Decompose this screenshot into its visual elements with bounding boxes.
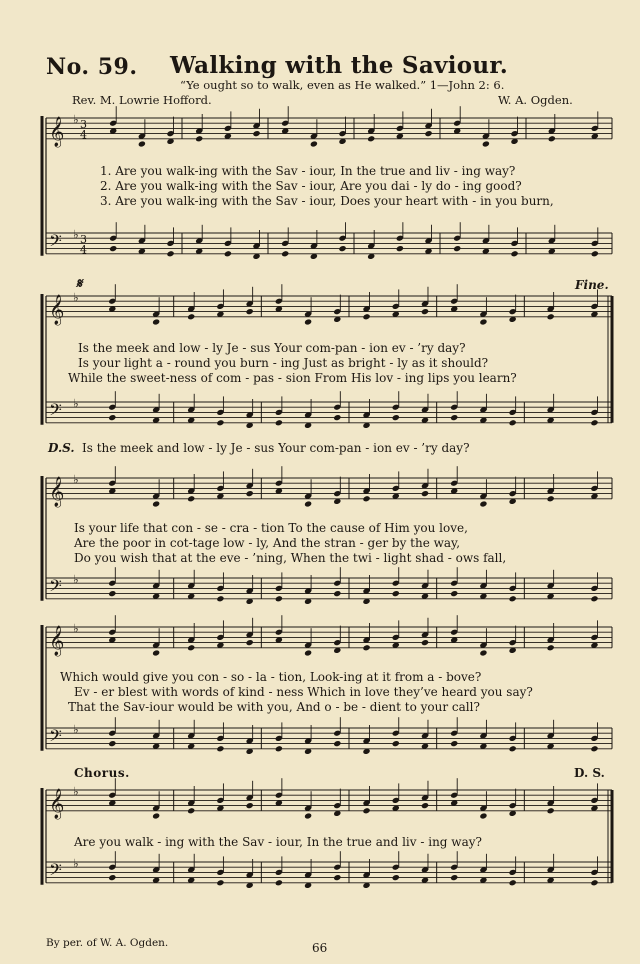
note-head: [108, 414, 116, 421]
note-head: [108, 740, 116, 747]
note-head: [453, 245, 461, 252]
note-head: [590, 879, 598, 886]
note-head: [152, 500, 160, 507]
note-head: [421, 490, 429, 497]
note-head: [275, 595, 283, 602]
note-head: [362, 313, 370, 320]
lyric-line: Do you wish that at the eve - ’ning, When the twi - light shad - ows fall,: [74, 551, 507, 565]
note-head: [547, 495, 555, 502]
flat-sign: ♭: [73, 396, 79, 411]
note-head: [392, 414, 400, 421]
time-signature: 4: [80, 243, 87, 257]
lyric-line: Are the poor in cot-tage low - ly, And the stran - ger by the way,: [74, 536, 461, 550]
note-head: [591, 250, 599, 257]
note-head: [246, 802, 254, 809]
note-head: [450, 590, 458, 597]
note-head: [333, 414, 341, 421]
note-head: [304, 649, 312, 656]
note-head: [152, 318, 160, 325]
note-head: [216, 879, 224, 886]
note-head: [590, 419, 598, 426]
lyric-line: Which would give you con - so - la - tion, Look-ing at it from a - bove?: [60, 670, 482, 684]
bass-clef: 𝄢: [49, 725, 62, 750]
note-head: [216, 419, 224, 426]
note-head: [421, 639, 429, 646]
note-head: [224, 250, 232, 257]
hymn-title: Walking with the Saviour.: [170, 52, 509, 79]
treble-clef: 𝄞: [49, 625, 65, 656]
lyric-line: Is your life that con - se - cra - tion To the cause of Him you love,: [74, 521, 468, 535]
note-head: [548, 135, 556, 142]
note-head: [590, 745, 598, 752]
lyric-line: Ev - er blest with words of kind - ness Which in love they’ve heard you say?: [74, 685, 533, 699]
treble-clef: 𝄞: [49, 788, 65, 819]
note-head: [482, 140, 490, 147]
ds-lyric-line: Is the meek and low - ly Je - sus Your com-pan - ion ev - ’ry day?: [82, 441, 470, 455]
lyricist-credit: Rev. M. Lowrie Hofford.: [72, 93, 212, 107]
flat-sign: ♭: [73, 472, 79, 487]
flat-sign: ♭: [73, 856, 79, 871]
treble-clef: 𝄞: [49, 476, 65, 507]
note-head: [509, 419, 517, 426]
note-head: [450, 740, 458, 747]
flat-sign: ♭: [73, 722, 79, 737]
note-head: [590, 595, 598, 602]
bass-clef: 𝄢: [49, 575, 62, 600]
chorus-heading: Chorus.: [74, 766, 130, 780]
flat-sign: ♭: [73, 572, 79, 587]
lyric-line: That the Sav-iour would be with you, And o - be - dient to your call?: [68, 700, 480, 714]
note-head: [275, 745, 283, 752]
note-head: [547, 313, 555, 320]
note-head: [396, 245, 404, 252]
note-head: [510, 250, 518, 257]
note-head: [547, 807, 555, 814]
note-head: [138, 140, 146, 147]
bass-clef: 𝄢: [49, 859, 62, 884]
note-head: [333, 874, 341, 881]
flat-sign: ♭: [73, 784, 79, 799]
time-signature: 3: [80, 232, 87, 246]
note-head: [304, 812, 312, 819]
note-head: [362, 644, 370, 651]
fine-marking: Fine.: [575, 278, 609, 292]
note-head: [275, 419, 283, 426]
note-head: [281, 250, 289, 257]
note-head: [333, 740, 341, 747]
ds-marking: D. S.: [574, 766, 605, 780]
flat-sign: ♭: [73, 227, 79, 242]
note-head: [109, 245, 117, 252]
note-head: [479, 812, 487, 819]
note-head: [246, 490, 254, 497]
lyric-line: 1. Are you walk-ing with the Sav - iour, In the true and liv - ing way?: [100, 164, 516, 178]
ds-line-label: D.S.: [48, 441, 75, 455]
flat-sign: ♭: [73, 290, 79, 305]
note-head: [187, 807, 195, 814]
scripture-reference: “Ye ought so to walk, even as He walked.” 1—John 2: 6.: [180, 78, 505, 92]
treble-clef: 𝄞: [49, 116, 65, 147]
note-head: [424, 130, 432, 137]
segno-sign: 𝄋: [76, 276, 83, 292]
note-head: [362, 495, 370, 502]
note-head: [304, 318, 312, 325]
note-head: [195, 135, 203, 142]
bass-clef: 𝄢: [49, 230, 62, 255]
note-head: [246, 308, 254, 315]
note-head: [108, 874, 116, 881]
note-head: [392, 740, 400, 747]
note-head: [216, 595, 224, 602]
note-head: [152, 649, 160, 656]
note-head: [367, 135, 375, 142]
note-head: [392, 874, 400, 881]
page-number: 66: [312, 941, 328, 955]
note-head: [450, 414, 458, 421]
note-head: [509, 879, 517, 886]
note-head: [547, 644, 555, 651]
note-head: [338, 245, 346, 252]
note-head: [187, 644, 195, 651]
hymn-number: No. 59.: [46, 54, 138, 80]
note-head: [421, 308, 429, 315]
lyric-line: 2. Are you walk-ing with the Sav - iour, Are you dai - ly do - ing good?: [100, 179, 522, 193]
note-head: [421, 802, 429, 809]
note-head: [479, 500, 487, 507]
note-head: [333, 590, 341, 597]
note-head: [252, 130, 260, 137]
lyric-line: While the sweet-ness of com - pas - sion From His lov - ing lips you learn?: [68, 371, 517, 385]
note-head: [304, 500, 312, 507]
note-head: [362, 807, 370, 814]
note-head: [310, 140, 318, 147]
note-head: [187, 313, 195, 320]
note-head: [152, 812, 160, 819]
bass-clef: 𝄢: [49, 399, 62, 424]
flat-sign: ♭: [73, 621, 79, 636]
note-head: [275, 879, 283, 886]
note-head: [187, 495, 195, 502]
note-head: [392, 590, 400, 597]
note-head: [479, 649, 487, 656]
note-head: [246, 639, 254, 646]
treble-clef: 𝄞: [49, 294, 65, 325]
time-signature: 4: [80, 128, 87, 142]
note-head: [108, 590, 116, 597]
note-head: [166, 250, 174, 257]
flat-sign: ♭: [73, 112, 79, 127]
composer-credit: W. A. Ogden.: [498, 93, 573, 107]
note-head: [479, 318, 487, 325]
note-head: [509, 595, 517, 602]
note-head: [450, 874, 458, 881]
permission-credit: By per. of W. A. Ogden.: [46, 937, 169, 949]
chorus-lyric-line: Are you walk - ing with the Sav - iour, In the true and liv - ing way?: [74, 835, 482, 849]
note-head: [216, 745, 224, 752]
lyric-line: Is the meek and low - ly Je - sus Your com-pan - ion ev - ’ry day?: [78, 341, 466, 355]
note-head: [509, 745, 517, 752]
lyric-line: Is your light a - round you burn - ing Just as bright - ly as it should?: [78, 356, 489, 370]
time-signature: 3: [80, 117, 87, 131]
lyric-line: 3. Are you walk-ing with the Sav - iour, Does your heart with - in you burn,: [100, 194, 554, 208]
